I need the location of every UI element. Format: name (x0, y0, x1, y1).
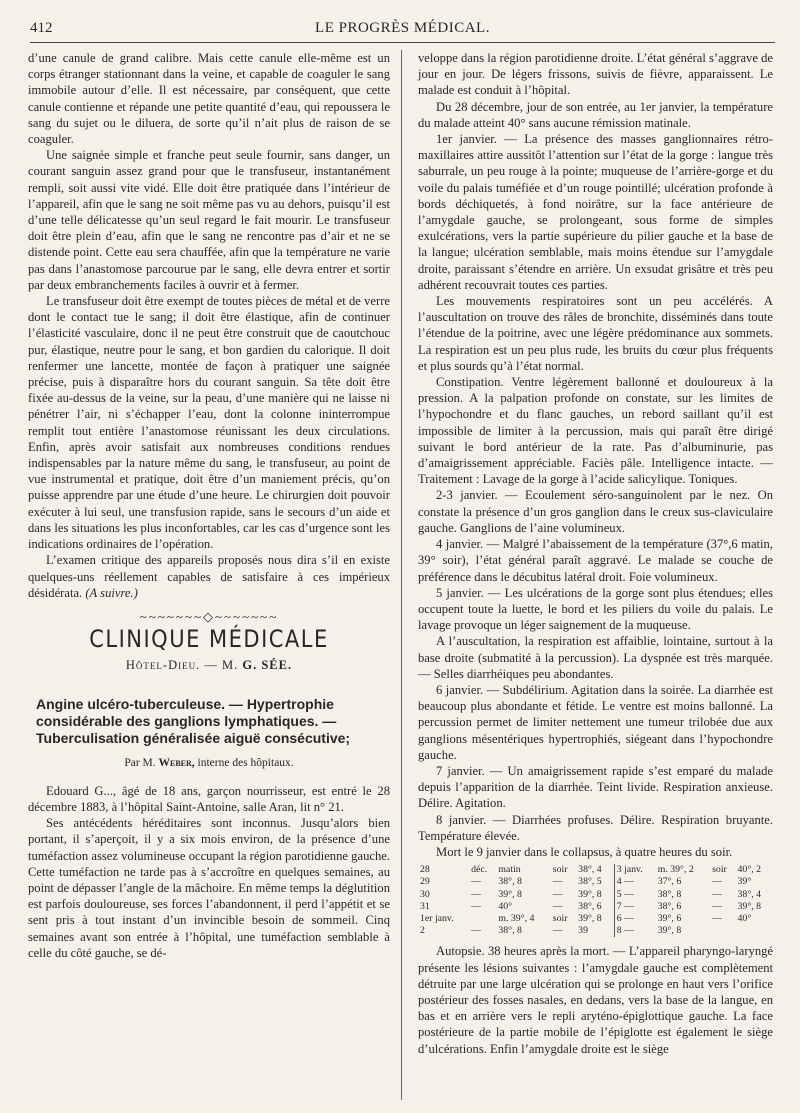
ornament: ~~~~~~~◇~~~~~~~ (139, 608, 279, 624)
table-cell: 31 (420, 900, 430, 912)
hospital-name: Hôtel-Dieu. — M. (125, 658, 239, 673)
table-cell: m. 39°, 4 (498, 912, 535, 924)
table-row (418, 876, 773, 888)
table-cell: 39°, 6 (657, 912, 682, 924)
table-cell: 37°, 6 (657, 876, 682, 888)
journal-title: LE PROGRÈS MÉDICAL. (315, 20, 490, 36)
table-cell: soir (552, 912, 568, 924)
paragraph: Le transfuseur doit être exempt de toutes pièces de métal et de verre dont le contact tue le sang; il doit être élastique, afin de continuer l’élasticité vasculaire, donc il ne peut être construit que de caoutchouc pur, élastique, neutre pour le sang, et bon gardien du calorique. Il doit renfermer une lancette, montée de façon à pratiquer une saignée précise, puis à disparaître hors du courant sanguin. Sa tête doit être fixée au-dessus de la veine, sur la peau, d’une manière qui ne laisse ni pénétrer l’air, ni s’échapper l’eau, dont la colonne ininterrompue remplit tout entière l’anastomose réunissant les deux circulations. Enfin, après avoir satisfait aux nombreuses conditions rendues indispensables par la nature même du sang, le transfuseur, au point de vue instrumental et pratique, doit être d’un maniement précis, qu’on puisse apprendre par une étude d’une heure. Le chirurgien doit pouvoir exécuter à lui seul, une transfusion rapide, sans le secours d’un aide et dans les situations les plus inconfortables, car les cas d’urgence sont les indications ordinaires de l’opération. (28, 294, 390, 552)
table-cell: 3 janv. (614, 864, 655, 876)
paragraph: 6 janvier. — Subdélirium. Agitation dans la soirée. La diarrhée est beaucoup plus abondante et fétide. Le ventre est moins ballonné. La percussion permet de limiter nettement une tumeur trilobée due aux ganglions mésentériques hypertrophiés, siégeant dans l’hypochondre gauche. (418, 682, 773, 762)
table-cell: 38°, 8 (657, 888, 682, 900)
table-row (418, 901, 773, 913)
table-cell: 29 (420, 876, 430, 888)
table-cell: 38°, 8 (498, 876, 522, 888)
table-cell: 28 (420, 864, 430, 876)
table-cell: soir (552, 864, 568, 876)
table-cell: 39 (578, 925, 588, 937)
table-row (418, 925, 773, 937)
paragraph: 7 janvier. — Un amaigrissement rapide s’est emparé du malade depuis l’apparition de la diarrhée. Teint livide. Respiration anxieuse. Délire. Agitation. (418, 763, 773, 811)
left-column (28, 50, 390, 961)
table-cell: 38°, 4 (737, 888, 762, 900)
table-cell: 38°, 5 (578, 876, 602, 888)
table-cell: 39° (737, 876, 752, 888)
table-cell: 5 — (614, 889, 655, 901)
table-cell: — (712, 888, 722, 900)
author-name: Weber, (158, 756, 195, 769)
table-cell: — (552, 925, 563, 937)
table-row (418, 864, 773, 876)
table-cell: 40° (737, 912, 752, 924)
header-rule (30, 42, 775, 43)
page-header (30, 18, 775, 40)
table-cell: 7 — (614, 901, 655, 913)
table-cell (736, 925, 773, 937)
table-cell: 4 — (614, 876, 655, 888)
table-cell: 38°, 6 (657, 900, 682, 912)
table-cell: 2 (420, 925, 425, 937)
paragraph: Les mouvements respiratoires sont un peu accélérés. A l’auscultation on trouve des râles de bronchite, disséminés dans toute l’étendue de la poitrine, avec une légère prédominance aux sommets. La respiration est un peu plus rude, les bruits du cœur plus fréquents et plus sourds qu’à l’état normal. (418, 294, 773, 373)
article-title: Angine ulcéro-tuberculeuse. — Hypertrophie considérable des ganglions lymphatiques. — Tuberculisation généralisée aiguë consécutive; (36, 695, 351, 746)
table-row (418, 889, 773, 901)
paragraph: Edouard G..., âgé de 18 ans, garçon nourrisseur, est entré le 28 décembre 1883, à l’hôpital Saint-Antoine, salle Aran, lit n° 21. (28, 783, 390, 814)
table-cell: — (712, 900, 722, 912)
right-column (418, 50, 773, 1057)
paragraph: 4 janvier. — Malgré l’abaissement de la température (37°,6 matin, 39° soir), l’état général paraît aggravé. Le malade se couche de préférence dans le décubitus latéral droit. Foie volumineux. (418, 537, 773, 584)
table-cell: — (552, 876, 563, 888)
table-cell: — (471, 900, 481, 912)
paragraph-text: L’examen critique des appareils proposés nous dira s’il en existe quelques-uns réellement capables de satisfaire à ces impérieux désidérata. (28, 553, 390, 600)
page-number: 412 (30, 20, 53, 36)
to-continue: (A suivre.) (85, 585, 138, 600)
paragraph: 8 janvier. — Diarrhées profuses. Délire. Respiration bruyante. Température élevée. (418, 812, 773, 843)
table-row (418, 913, 773, 925)
table-cell: — (712, 876, 722, 888)
byline-prefix: Par M. (124, 756, 156, 769)
table-cell: — (471, 876, 481, 888)
paragraph: veloppe dans la région parotidienne droite. L’état général s’aggrave de jour en jour. De légers frissons, suivis de fièvre, apparaissent. Le malade est conduit à l’hôpital. (418, 51, 773, 98)
table-cell: 39°, 8 (498, 888, 522, 900)
table-cell: 38°, 8 (498, 925, 522, 937)
table-cell: m. 39°, 2 (657, 864, 694, 876)
column-divider (401, 50, 402, 1100)
table-cell: — (471, 925, 481, 937)
paragraph: Ses antécédents héréditaires sont inconnus. Jusqu’alors bien portant, il s’aperçoit, il y a six mois environ, de la présence d’une tuméfaction assez volumineuse occupant la région parotidienne gauche. Cette tuméfaction ne tarde pas à s’accroître en quelques semaines, au point de dépasser l’angle de la mâchoire. En même temps la déglutition est parfois douloureuse, ses forces l’abandonnent, il perd l’appétit et se sent pris à tout instant d’un invincible besoin de sommeil. Cinq semaines avant son entrée à l’hôpital, une tuméfaction semblable à celle du côté gauche, se dé- (28, 816, 390, 960)
table-cell: 39°, 8 (737, 900, 762, 912)
paragraph: 5 janvier. — Les ulcérations de la gorge sont plus étendues; elles occupent toute la luette, le bord et les piliers du voile du palais. Le lavage provoque un léger saignement de la muqueuse. (418, 585, 773, 633)
paragraph: Une saignée simple et franche peut seule fournir, sans danger, un courant sanguin assez grand pour que le transfuseur, instantanément rempli, soit aussi vite vidé. Elle doit être pratiquée dans l’intérieur de l’appareil, afin que le sang ne soit même pas vu au dehors, puisqu’il est d’une telle délicatesse qu’un seul regard le fait mourir. Le transfuseur doit être plein d’eau, afin que le sang ne rencontre pas d’air et ne se distende point. Cette eau sera chauffée, afin que la température ne varie pas dans l’anastomose parcourue par le sang, elle devra entrer et sortir par deux embranchements faciles à ouvrir et à fermer. (28, 148, 390, 292)
table-cell: 39°, 8 (578, 888, 602, 900)
doctor-name: G. SÉE. (242, 658, 293, 673)
table-cell (469, 913, 496, 925)
hospital-line (28, 657, 390, 673)
table-cell (710, 925, 735, 937)
paragraph: Mort le 9 janvier dans le collapsus, à quatre heures du soir. (436, 844, 733, 859)
table-cell: — (552, 888, 563, 900)
paragraph (28, 552, 390, 601)
table-cell: 39°, 8 (657, 925, 682, 937)
paragraph: 2-3 janvier. — Ecoulement séro-sanguinolent par le nez. On constate la présence d’un gros ganglion dans le creux sus-claviculaire gauche. Ganglions de l’aine volumineux. (418, 488, 773, 535)
table-cell: déc. (471, 864, 488, 876)
byline (28, 755, 390, 771)
temperature-table (418, 864, 773, 937)
table-cell: — (552, 900, 563, 912)
paragraph: Du 28 décembre, jour de son entrée, au 1er janvier, la température du malade atteint 40° sans aucune rémission matinale. (418, 99, 773, 130)
table-cell: — (471, 888, 481, 900)
paragraph: 1er janvier. — La présence des masses ganglionnaires rétro-maxillaires attire aussitôt l’attention sur l’état de la gorge : langue très saburrale, un peu rouge à la pointe; muqueuse de l’arrière-gorge et du voile du palais tuméfiée et d’un rouge pointillé; ulcération profonde à bords déchiquetés, à fond noirâtre, sur la face antérieure de l’amygdale gauche, se prolongeant, sous forme de simples exulcérations, vers la partie supérieure du pilier gauche et la base de la langue; ulcération semblable, mais moins étendue sur l’amygdale droite, paraissant s’étendre en arrière. Un exsudat grisâtre et très peu adhérent recouvrait toutes ces parties. (418, 132, 773, 292)
paragraph: Constipation. Ventre légèrement ballonné et douloureux à la pression. A la palpation profonde on constate, sur les limites de l’hypochondre et du flanc gauches, un rebord saillant qu’il est impossible de limiter à la percussion, mais qui paraît être dirigé suivant le bord antérieur de la rate. Pas d’albuminurie, pas d’amaigrissement appréciable. Faciès pâle. Intelligence intacte. — Traitement : Lavage de la gorge à l’acide salicylique. Toniques. (418, 375, 773, 487)
table-cell: 39°, 8 (578, 912, 602, 924)
table-cell: 8 — (614, 925, 655, 937)
table-cell: 40° (498, 900, 513, 912)
table-cell: soir (712, 864, 727, 876)
paragraph: Autopsie. 38 heures après la mort. — L’appareil pharyngo-laryngé présente les lésions suivantes : l’amygdale gauche est complètement détruite par une large ulcération qui se prolonge en haut vers l’orifice postérieur des fosses nasales, en dedans, vers la base de la langue, en bas et en arrière vers le repli aryténo-épiglottique gauche. La face postérieure de la partie mobile de l’épiglotte est également le siège d’ulcérations. Enfin l’amygdale droite est le siège (418, 944, 773, 1056)
table-cell: matin (498, 864, 521, 876)
table-cell: 40°, 2 (737, 864, 762, 876)
table-cell: — (712, 912, 722, 924)
section-title: CLINIQUE MÉDICALE (89, 625, 329, 653)
table-cell: 30 (420, 888, 430, 900)
table-cell: 38°, 6 (578, 900, 602, 912)
paragraph: d’une canule de grand calibre. Mais cette canule elle-même est un corps étranger stationnant dans la veine, et capable de coaguler le sang immobile autour d’elle. Il est nécessaire, par conséquent, que cette canule contienne et répande une petite quantité d’eau, qui repoussera le sang du sujet ou le diluera, de sorte qu’il n’ait plus de raison de se coaguler. (28, 51, 390, 147)
table-cell: 38°, 4 (578, 864, 602, 876)
table-cell: 1er janv. (420, 912, 454, 924)
table-cell: 6 — (614, 913, 655, 925)
paragraph: A l’auscultation, la respiration est affaiblie, lointaine, surtout à la base droite (submatité à la percussion). La dyspnée est très marquée. — Selles diarrhéiques peu abondantes. (418, 634, 773, 681)
byline-suffix: interne des hôpitaux. (197, 756, 294, 769)
